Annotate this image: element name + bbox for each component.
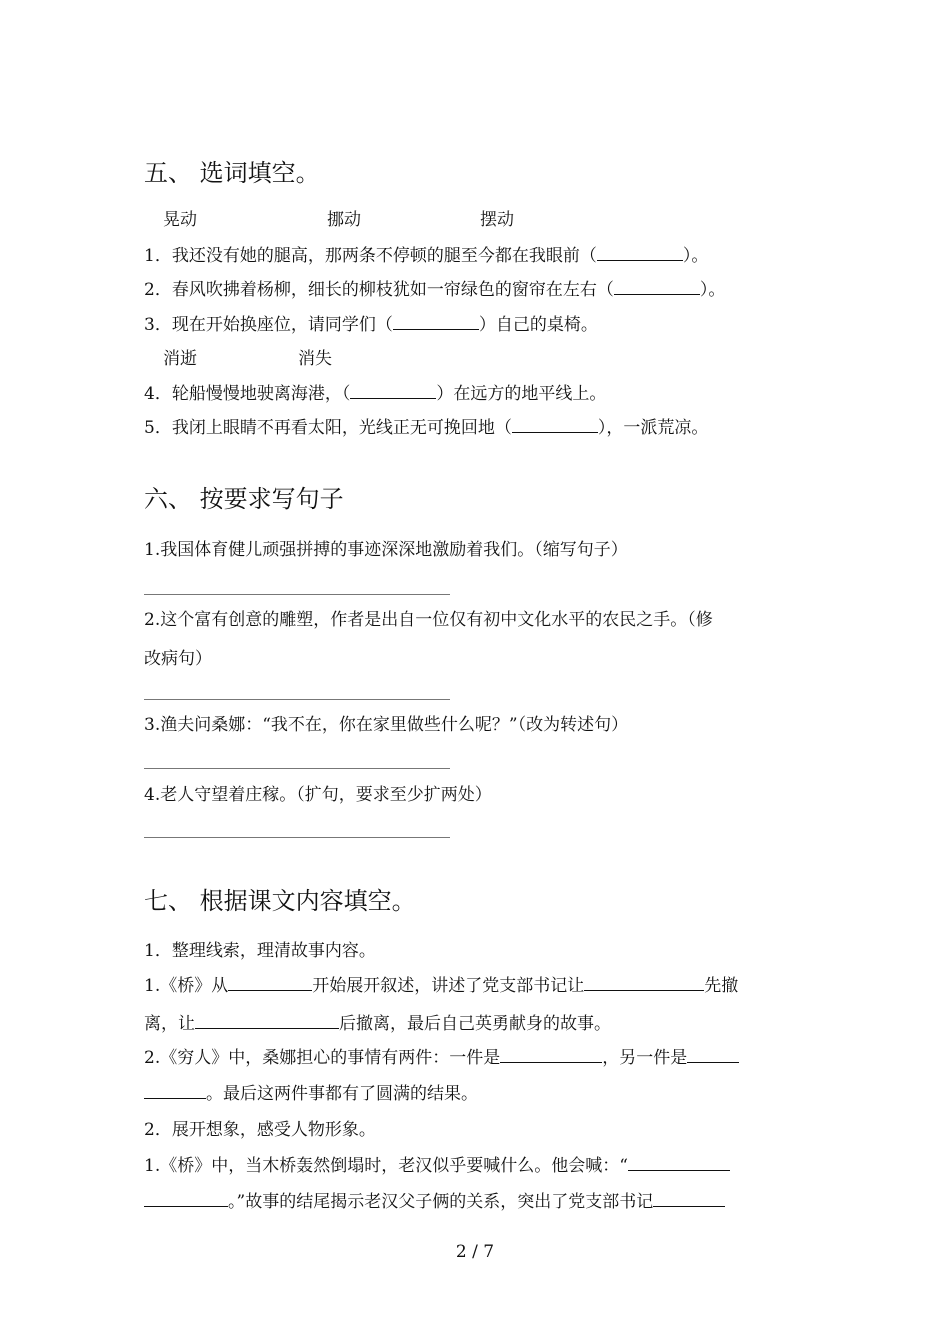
question-7-1-cont: [144, 1013, 611, 1035]
question-5-4: [144, 383, 606, 405]
question-text: 2．春风吹拂着杨柳，细长的柳枝犹如一帘绿色的窗帘在左右（: [144, 280, 614, 300]
question-text: 先撤: [704, 976, 739, 996]
answer-blank[interactable]: [350, 383, 436, 399]
question-6-2: 2.这个富有创意的雕塑，作者是出自一位仅有初中文化水平的农民之手。（修: [144, 610, 713, 630]
question-text: 。”故事的结尾揭示老汉父子俩的关系，突出了党支部书记: [228, 1192, 654, 1212]
answer-line[interactable]: [144, 768, 450, 769]
question-text: ）自己的桌椅。: [478, 315, 598, 335]
answer-line[interactable]: [144, 837, 450, 838]
question-6-4: 4.老人守望着庄稼。（扩句，要求至少扩两处）: [144, 785, 492, 805]
answer-blank[interactable]: [195, 1013, 339, 1029]
question-text: 1．我还没有她的腿高，那两条不停顿的腿至今都在我眼前（: [144, 246, 597, 266]
subheading-1: 1．整理线索，理清故事内容。: [144, 941, 376, 961]
question-text: 2.《穷人》中，桑娜担心的事情有两件：一件是: [144, 1048, 501, 1068]
question-text: 4．轮船慢慢地驶离海港，（: [144, 384, 351, 404]
word-option: 晃动: [163, 210, 197, 230]
question-text: ）。: [699, 280, 726, 300]
answer-blank[interactable]: [228, 975, 312, 991]
answer-blank[interactable]: [144, 1083, 206, 1099]
question-7-3: [144, 1155, 730, 1177]
question-text: 3．现在开始换座位，请同学们（: [144, 315, 393, 335]
answer-blank[interactable]: [614, 279, 700, 295]
question-text: 1.《桥》从: [144, 976, 229, 996]
question-7-1: [144, 975, 738, 997]
question-5-2: [144, 279, 725, 301]
answer-blank[interactable]: [144, 1191, 228, 1207]
question-text: ）在远方的地平线上。: [436, 384, 607, 404]
question-text: 开始展开叙述，讲述了党支部书记让: [312, 976, 585, 996]
section5-heading: 五、 选词填空。: [144, 159, 320, 187]
answer-blank[interactable]: [628, 1155, 730, 1171]
answer-blank[interactable]: [393, 314, 479, 330]
answer-blank[interactable]: [687, 1047, 739, 1063]
question-6-1: 1.我国体育健儿顽强拼搏的事迹深深地激励着我们。（缩写句子）: [144, 540, 628, 560]
question-5-3: [144, 314, 598, 336]
answer-blank[interactable]: [653, 1191, 725, 1207]
section7-heading: 七、 根据课文内容填空。: [144, 887, 416, 915]
question-7-2: [144, 1047, 739, 1069]
question-7-2-cont: [144, 1083, 478, 1105]
question-text: 。最后这两件事都有了圆满的结果。: [206, 1084, 478, 1104]
answer-line[interactable]: [144, 594, 450, 595]
question-text: ），一派荒凉。: [597, 418, 709, 438]
answer-blank[interactable]: [512, 417, 598, 433]
question-6-3: 3.渔夫问桑娜：“我不在，你在家里做些什么呢？”（改为转述句）: [144, 715, 629, 735]
question-5-1: [144, 245, 708, 267]
word-option: 消逝: [163, 349, 197, 369]
section6-heading: 六、 按要求写句子: [144, 485, 344, 513]
question-7-3-cont: [144, 1191, 725, 1213]
answer-blank[interactable]: [597, 245, 683, 261]
answer-line[interactable]: [144, 699, 450, 700]
question-5-5: [144, 417, 708, 439]
answer-blank[interactable]: [500, 1047, 602, 1063]
word-option: 摆动: [480, 210, 514, 230]
page-number: 2 / 7: [455, 1242, 495, 1262]
word-option: 消失: [298, 349, 332, 369]
question-text: ，另一件是: [602, 1048, 688, 1068]
question-text: 5．我闭上眼睛不再看太阳，光线正无可挽回地（: [144, 418, 512, 438]
question-text: 1.《桥》中，当木桥轰然倒塌时，老汉似乎要喊什么。他会喊：“: [144, 1156, 628, 1176]
question-text: ）。: [682, 246, 709, 266]
question-text: 离，让: [144, 1014, 195, 1034]
question-text: 后撤离，最后自己英勇献身的故事。: [339, 1014, 611, 1034]
question-6-2-cont: 改病句）: [144, 649, 212, 669]
subheading-2: 2．展开想象，感受人物形象。: [144, 1120, 376, 1140]
answer-blank[interactable]: [584, 975, 704, 991]
word-option: 挪动: [327, 210, 361, 230]
